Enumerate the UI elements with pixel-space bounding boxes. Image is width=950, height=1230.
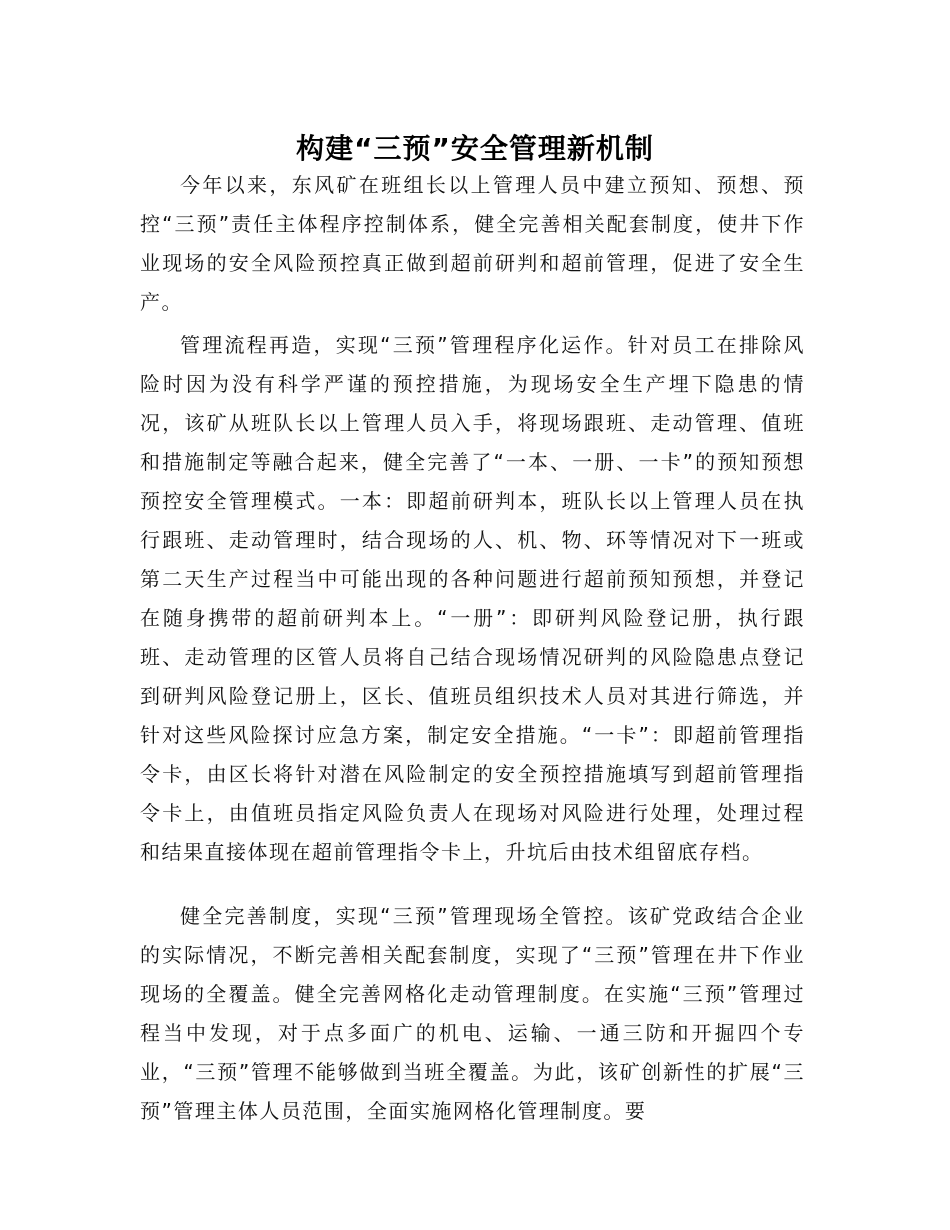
paragraph-intro: 今年以来，东风矿在班组长以上管理人员中建立预知、预想、预控“三预”责任主体程序控制体系，健全完善相关配套制度，使井下作业现场的安全风险预控真正做到超前研判和超前管理，促进了安全生产。 bbox=[140, 173, 805, 314]
document-title: 构建“三预”安全管理新机制 bbox=[296, 131, 654, 165]
paragraph-system-improvement: 健全完善制度，实现“三预”管理现场全管控。该矿党政结合企业的实际情况，不断完善相关配套制度，实现了“三预”管理在井下作业现场的全覆盖。健全完善网格化走动管理制度。在实施“三预”管理过程当中发现，对于点多面广的机电、运输、一通三防和开掘四个专业，“三预”管理不能够做到当班全覆盖。为此，该矿创新性的扩展“三预”管理主体人员范围，全面实施网格化管理制度。要 bbox=[140, 904, 805, 1123]
paragraph-process-reengineering: 管理流程再造，实现“三预”管理程序化运作。针对员工在排除风险时因为没有科学严谨的预控措施，为现场安全生产埋下隐患的情况，该矿从班队长以上管理人员入手，将现场跟班、走动管理、值班和措施制定等融合起来，健全完善了“一本、一册、一卡”的预知预想预控安全管理模式。一本：即超前研判本，班队长以上管理人员在执行跟班、走动管理时，结合现场的人、机、物、环等情况对下一班或第二天生产过程当中可能出现的各种问题进行超前预知预想，并登记在随身携带的超前研判本上。“一册”：即研判风险登记册，执行跟班、走动管理的区管人员将自己结合现场情况研判的风险隐患点登记到研判风险登记册上，区长、值班员组织技术人员对其进行筛选，并针对这些风险探讨应急方案，制定安全措施。“一卡”：即超前管理指令卡，由区长将针对潜在风险制定的安全预控措施填写到超前管理指令卡上，由值班员指定风险负责人在现场对风险进行处理，处理过程和结果直接体现在超前管理指令卡上，升坑后由技术组留底存档。 bbox=[140, 333, 805, 864]
